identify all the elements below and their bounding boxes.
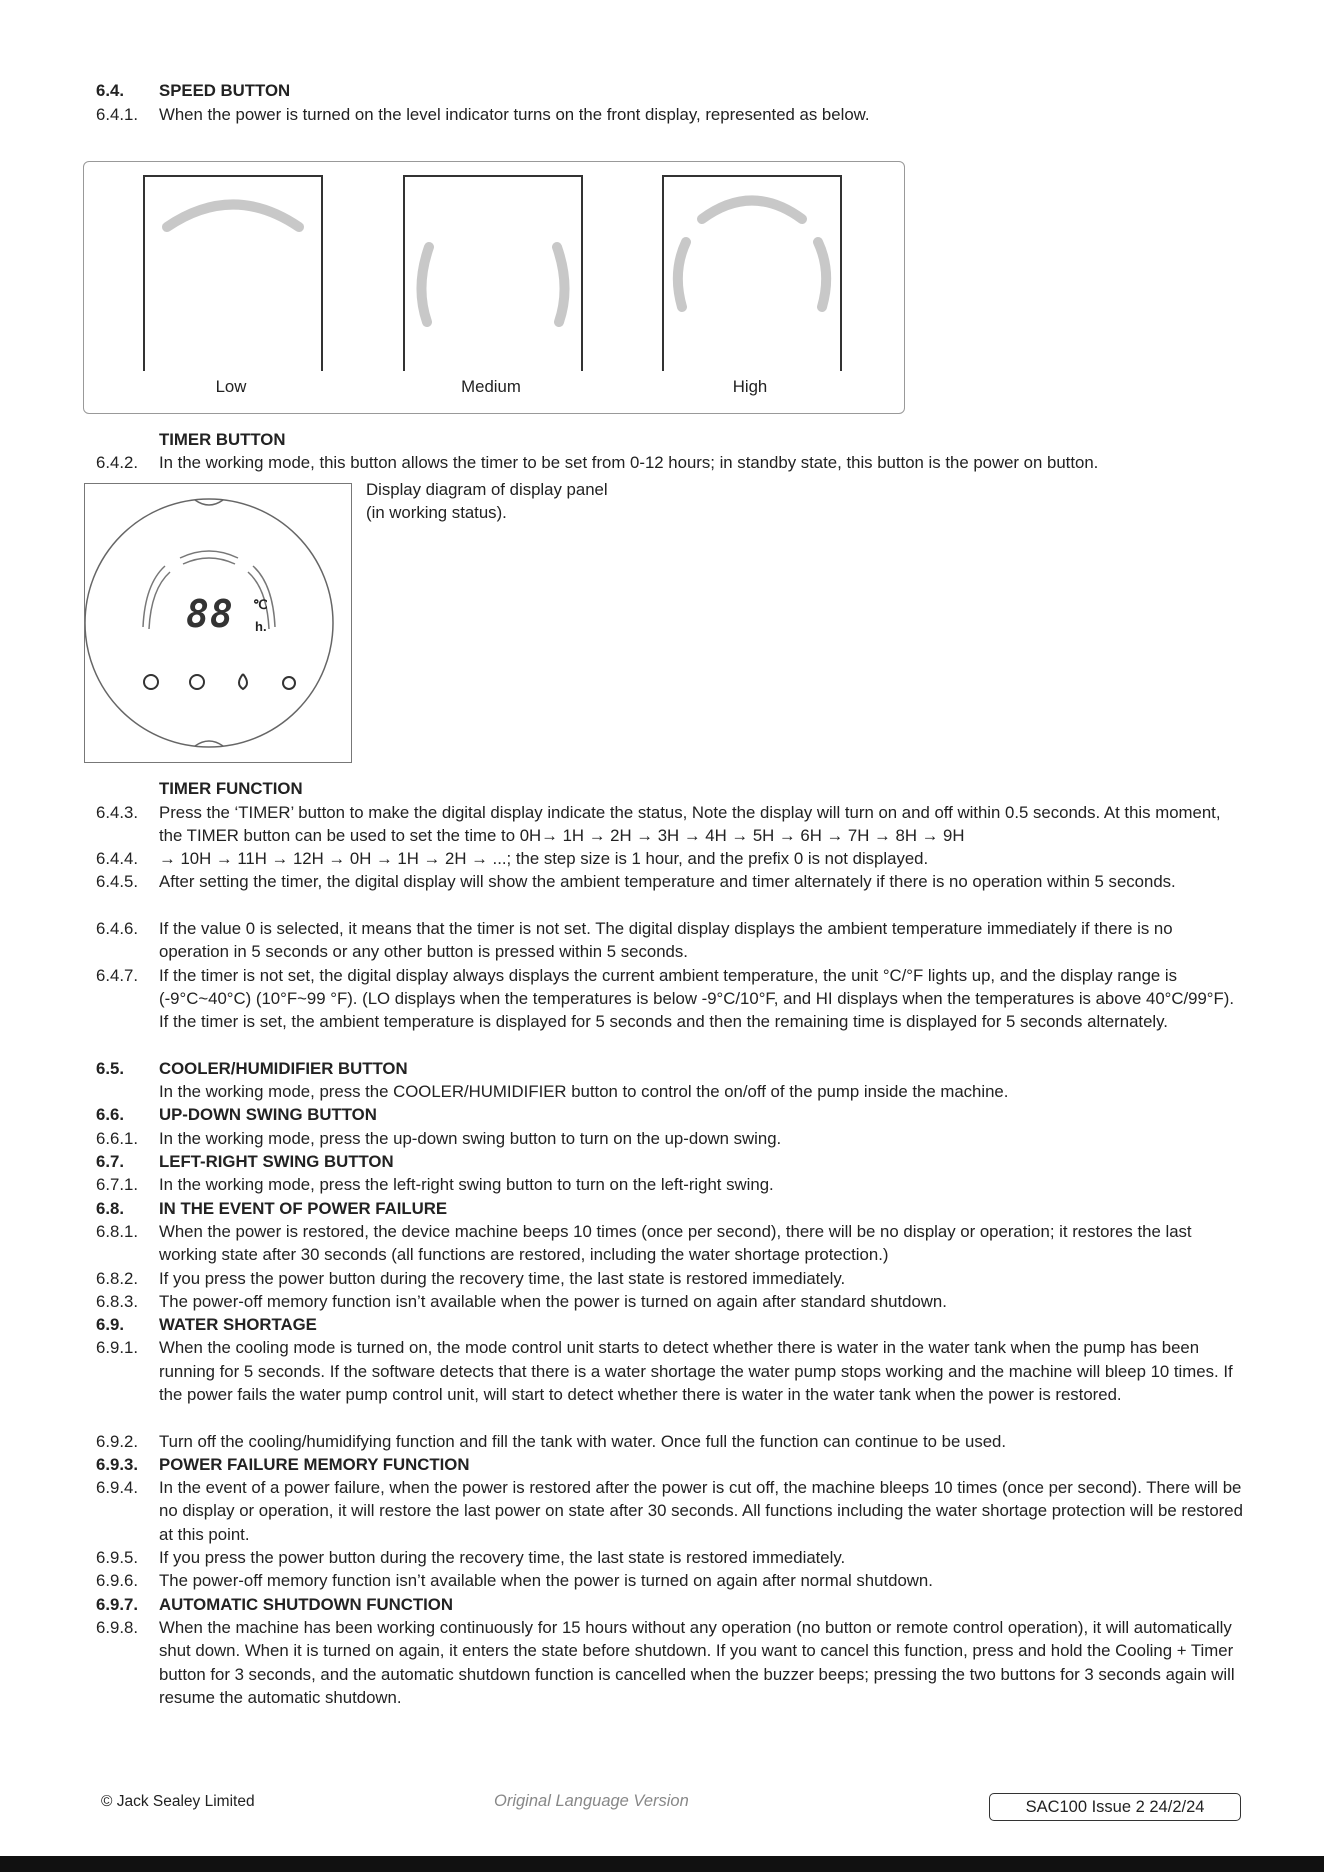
paragraph-text: In the working mode, press the up-down swing button to turn on the up-down swing. — [159, 1128, 782, 1148]
paragraph-number: 6.9.3. — [96, 1454, 138, 1474]
page-edge-bar — [0, 1856, 1324, 1872]
paragraph-text: LEFT-RIGHT SWING BUTTON — [159, 1152, 394, 1171]
paragraph-number: 6.6.1. — [96, 1128, 138, 1148]
paragraph-number: 6.4.6. — [96, 919, 138, 938]
level-medium-label: Medium — [461, 377, 521, 396]
section-number: 6.4. — [96, 81, 124, 100]
paragraph-number: 6.4.5. — [96, 872, 138, 892]
display-panel-diagram — [84, 483, 352, 763]
paragraph-text: If you press the power button during the recovery time, the last state is restored immediately. — [159, 1268, 846, 1288]
paragraph-number: 6.7. — [96, 1152, 124, 1171]
level-low-label: Low — [215, 377, 247, 396]
paragraph-text: In the working mode, press the COOLER/HUMIDIFIER button to control the on/off of the pump inside the machine. — [159, 1082, 1009, 1102]
paragraph-number: 6.5. — [96, 1058, 124, 1078]
paragraph-number: 6.4.4. — [96, 849, 138, 869]
document-issue: SAC100 Issue 2 24/2/24 — [989, 1793, 1241, 1821]
level-high-indicator — [662, 175, 842, 371]
paragraph-text: When the power is turned on the level indicator turns on the front display, represented as below. — [159, 105, 870, 124]
hour-icon: h. — [255, 619, 267, 634]
paragraph-number: 6.4.3. — [96, 802, 138, 822]
language-version: Original Language Version — [494, 1792, 689, 1810]
paragraph-text: COOLER/HUMIDIFIER BUTTON — [159, 1058, 408, 1078]
paragraph-text: Turn off the cooling/humidifying function and fill the tank with water. Once full the function can continue to be used. — [159, 1431, 1007, 1451]
level-high-label: High — [732, 377, 768, 396]
paragraph-number: 6.8.3. — [96, 1291, 138, 1311]
level-medium-indicator — [403, 175, 583, 371]
paragraph-number: 6.9.5. — [96, 1548, 138, 1568]
paragraph-text: If the timer is not set, the digital display always displays the current ambient temperature, the unit °C/°F lights up, and the display range is (-9°C~40°C) (10°F~99 °F). (LO displays when the temperatures is below -9°C/10°F, and HI displays when the temperatures is above 40°C/99°F). If the timer is set, the ambient temperature is displayed for 5 seconds and then the remaining time is displayed for 5 seconds alternately. — [159, 965, 1235, 1032]
paragraph-number: 6.4.7. — [96, 965, 138, 985]
paragraph-text: When the power is restored, the device machine beeps 10 times (once per second), there will be no display or operation; it restores the last working state after 30 seconds (all functions are restored, including the water shortage protection.) — [159, 1221, 1192, 1265]
paragraph-text: WATER SHORTAGE — [159, 1315, 317, 1335]
paragraph-text: Press the ‘TIMER’ button to make the digital display indicate the status, Note the display will turn on and off within 0.5 seconds. At this moment, the TIMER button can be used to set the time to 0H→ 1H → 2H → 3H → 4H → 5H → 6H → 7H → 8H → 9H — [159, 802, 1221, 845]
paragraph-number: 6.9.2. — [96, 1431, 138, 1451]
display-digits: 88 — [186, 592, 234, 636]
paragraph-number: 6.9. — [96, 1315, 124, 1335]
section-title: TIMER BUTTON — [159, 430, 286, 449]
paragraph-text: IN THE EVENT OF POWER FAILURE — [159, 1198, 448, 1218]
paragraph-text: If the value 0 is selected, it means that the timer is not set. The digital display displays the ambient temperature immediately if there is no operation in 5 seconds or any other button is pressed within 5 seconds. — [159, 919, 1173, 962]
section-title: SPEED BUTTON — [159, 81, 291, 100]
paragraph-text: → 10H → 11H → 12H → 0H → 1H → 2H → ...; the step size is 1 hour, and the prefix 0 is not displayed. — [159, 849, 929, 869]
paragraph-number: 6.8.1. — [96, 1221, 138, 1241]
paragraph-text: After setting the timer, the digital display will show the ambient temperature and timer alternately if there is no operation within 5 seconds. — [159, 872, 1176, 892]
celsius-icon: ℃ — [253, 597, 268, 612]
level-low-indicator — [143, 175, 323, 371]
paragraph-number: 6.9.7. — [96, 1594, 138, 1614]
paragraph-number: 6.9.4. — [96, 1478, 138, 1498]
paragraph-text: When the cooling mode is turned on, the mode control unit starts to detect whether there is water in the water tank when the pump has been running for 5 seconds. If the software detects that there is a water shortage the water pump stops working and the machine will bleep 10 times. If the power fails the water pump control unit, will start to detect whether there is water in the water tank when the power is restored. — [159, 1338, 1233, 1404]
paragraph-number: 6.6. — [96, 1105, 124, 1125]
paragraph-text: In the working mode, press the left-right swing button to turn on the left-right swing. — [159, 1175, 774, 1195]
paragraph-text: The power-off memory function isn’t available when the power is turned on again after normal shutdown. — [159, 1571, 933, 1591]
paragraph-text: In the working mode, this button allows the timer to be set from 0-12 hours; in standby state, this button is the power on button. — [159, 453, 1099, 472]
paragraph-text: UP-DOWN SWING BUTTON — [159, 1105, 377, 1125]
display-caption: Display diagram of display panel (in working status). — [366, 480, 608, 523]
copyright: © Jack Sealey Limited — [101, 1793, 255, 1810]
paragraph-number: 6.9.6. — [96, 1571, 138, 1591]
paragraph-number: 6.4.1. — [96, 105, 138, 124]
paragraph-number: 6.4.2. — [96, 453, 138, 472]
paragraph-number: 6.7.1. — [96, 1175, 138, 1195]
paragraph-text: The power-off memory function isn’t available when the power is turned on again after standard shutdown. — [159, 1291, 947, 1311]
speed-level-figure — [83, 161, 905, 414]
section-title: TIMER FUNCTION — [159, 779, 303, 798]
paragraph-number: 6.8.2. — [96, 1268, 138, 1288]
paragraph-text: When the machine has been working continuously for 15 hours without any operation (no button or remote control operation), it will automatically shut down. When it is turned on again, it enters the state before shutdown. If you want to cancel this function, press and hold the Cooling + Timer button for 3 seconds, and the automatic shutdown function is cancelled when the buzzer beeps; pressing the two buttons for 3 seconds again will resume the automatic shutdown. — [159, 1618, 1235, 1707]
paragraph-text: In the event of a power failure, when the power is restored after the power is cut off, the machine bleeps 10 times (once per second). There will be no display or operation, it will restore the last power on state after 30 seconds. All functions including the water shortage protection will be restored at this point. — [159, 1478, 1243, 1544]
paragraph-number: 6.9.1. — [96, 1338, 138, 1358]
paragraph-number: 6.9.8. — [96, 1618, 138, 1637]
paragraph-number: 6.8. — [96, 1198, 124, 1218]
paragraph-text: If you press the power button during the recovery time, the last state is restored immediately. — [159, 1548, 846, 1568]
paragraph-text: POWER FAILURE MEMORY FUNCTION — [159, 1454, 470, 1474]
paragraph-text: AUTOMATIC SHUTDOWN FUNCTION — [159, 1594, 453, 1614]
